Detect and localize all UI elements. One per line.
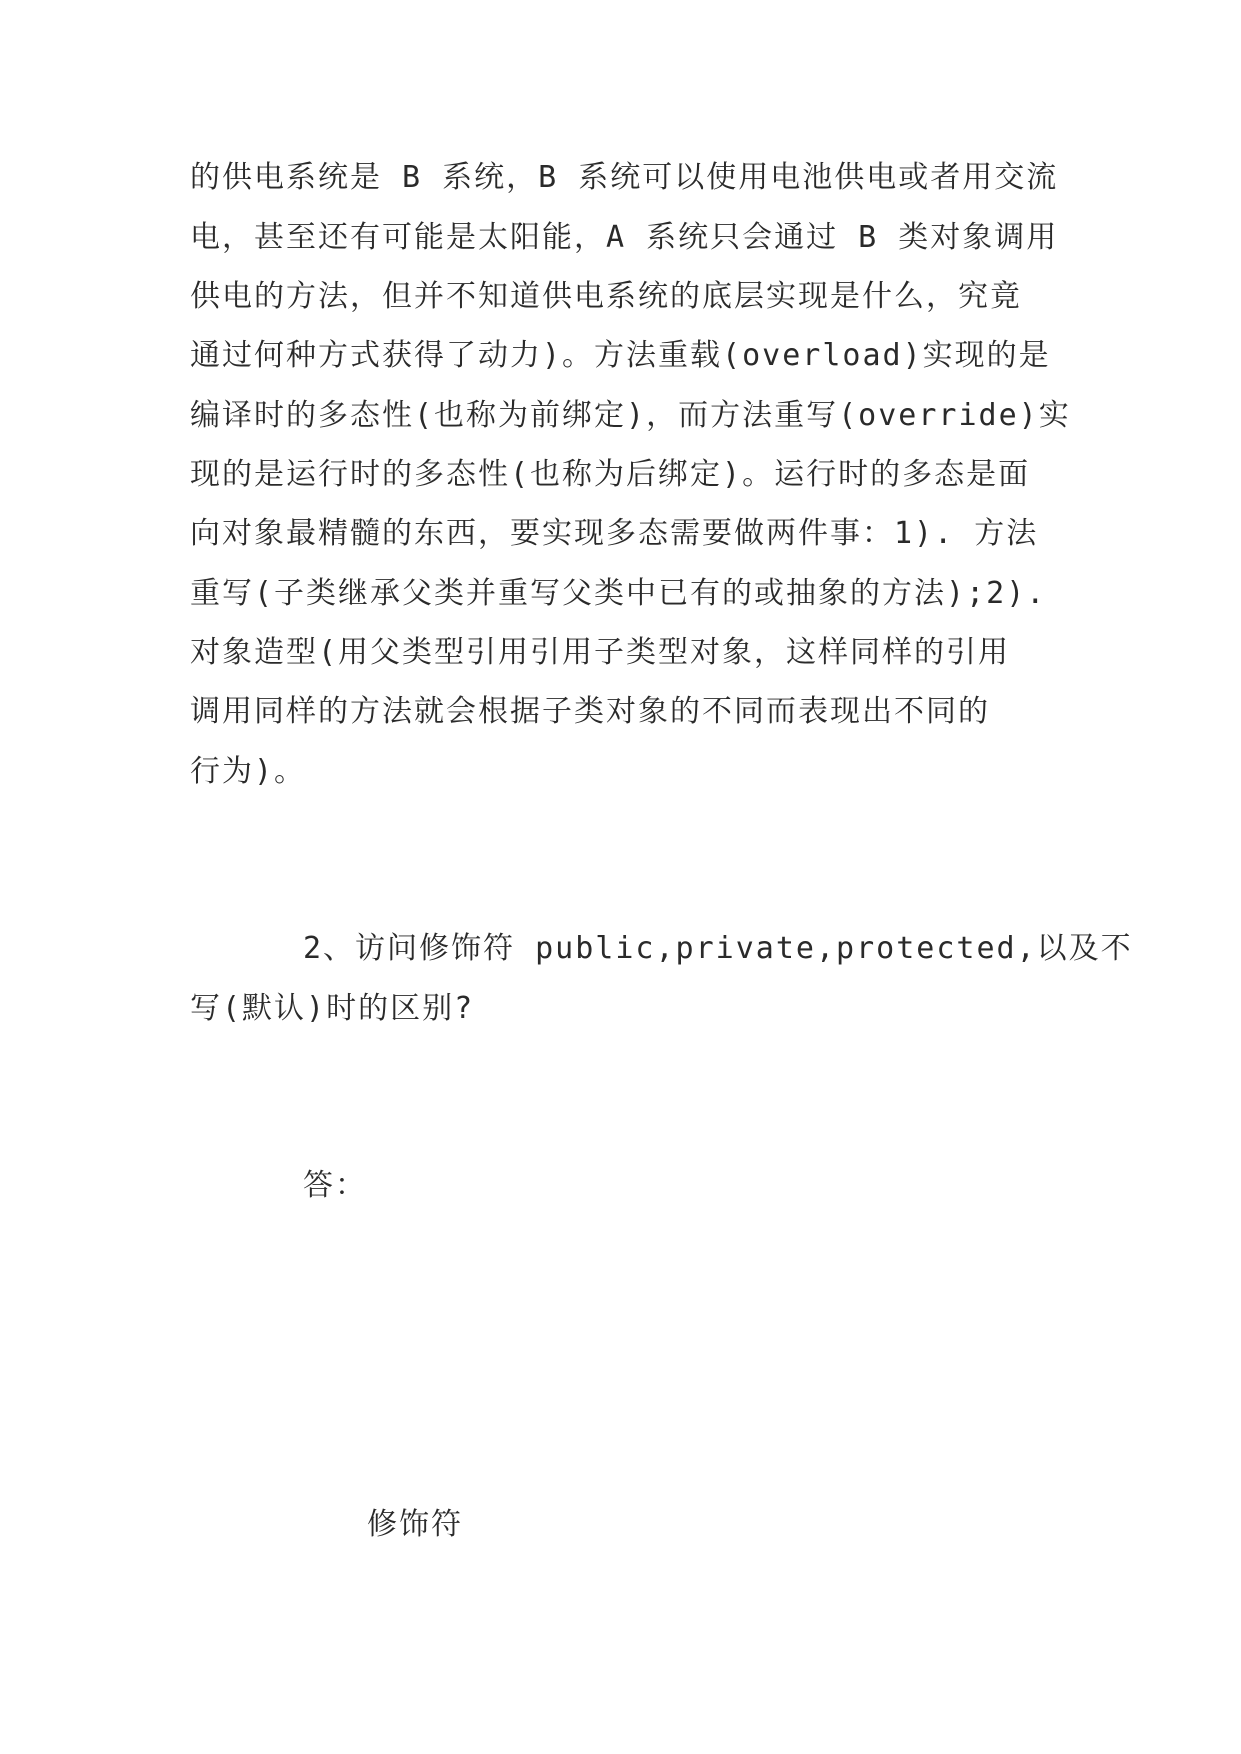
paragraph-line: 调用同样的方法就会根据子类对象的不同而表现出不同的 <box>190 694 990 729</box>
paragraph-line: 通过何种方式获得了动力)。方法重载(overload)实现的是 <box>190 338 1051 373</box>
answer-label: 答： <box>303 1168 367 1203</box>
paragraph-line: 行为)。 <box>190 754 307 789</box>
question-heading-line: 写(默认)时的区别? <box>190 991 475 1026</box>
paragraph-line: 向对象最精髓的东西，要实现多态需要做两件事：1). 方法 <box>190 516 1039 551</box>
paragraph-line: 现的是运行时的多态性(也称为后绑定)。运行时的多态是面 <box>190 457 1031 492</box>
paragraph-line: 电，甚至还有可能是太阳能，A 系统只会通过 B 类对象调用 <box>190 220 1059 255</box>
paragraph-line: 供电的方法，但并不知道供电系统的底层实现是什么，究竟 <box>190 279 1022 314</box>
question-heading-line: 2、访问修饰符 public,private,protected,以及不 <box>303 931 1133 966</box>
paragraph-line: 重写(子类继承父类并重写父类中已有的或抽象的方法);2). <box>190 576 1047 611</box>
paragraph-line: 对象造型(用父类型引用引用子类型对象，这样同样的引用 <box>190 635 1011 670</box>
paragraph-line: 编译时的多态性(也称为前绑定)，而方法重写(override)实 <box>190 398 1071 433</box>
paragraph-line: 的供电系统是 B 系统，B 系统可以使用电池供电或者用交流 <box>190 160 1059 195</box>
table-header-modifier: 修饰符 <box>367 1507 463 1542</box>
